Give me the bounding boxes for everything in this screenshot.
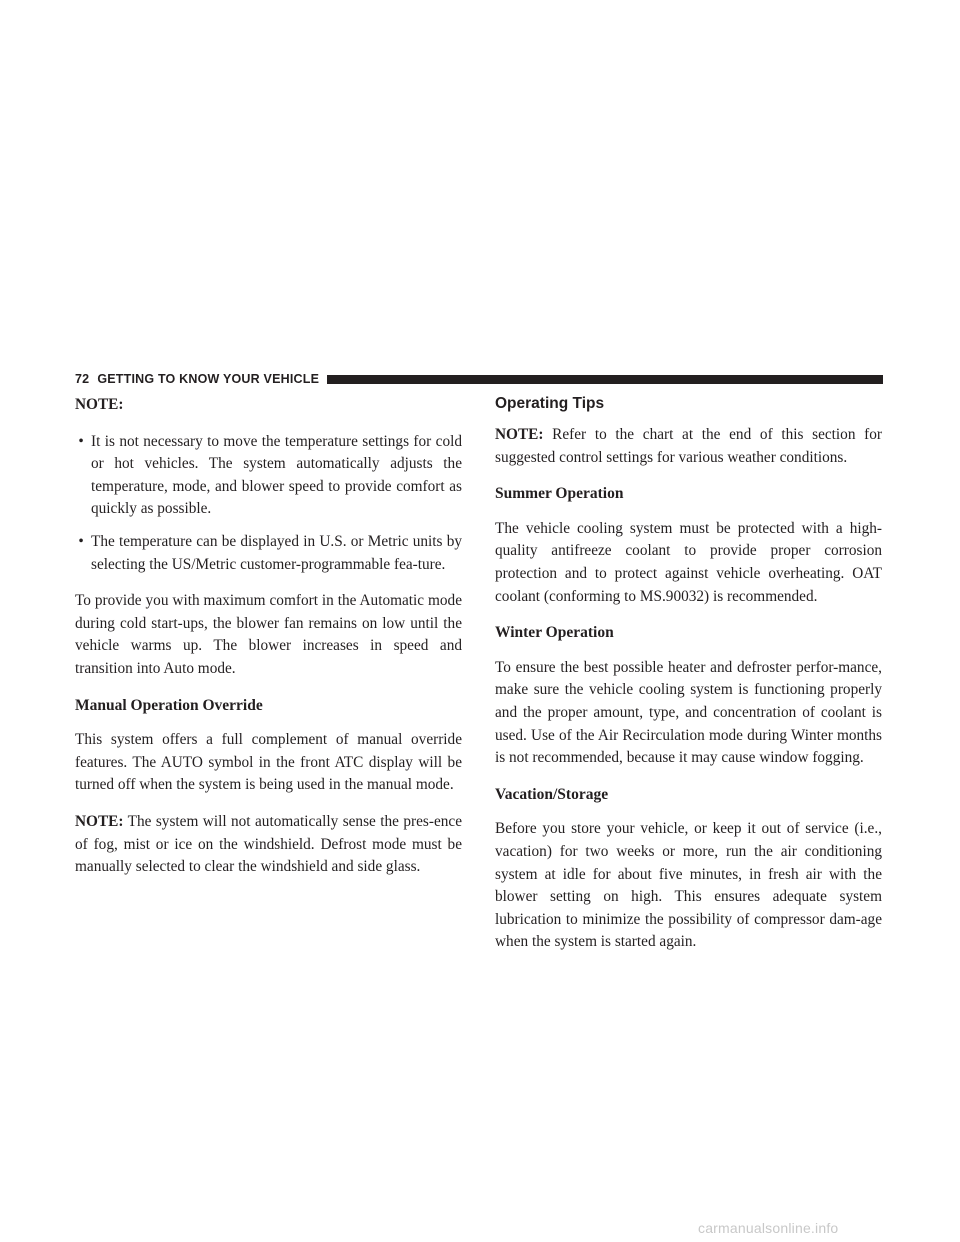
page-header — [75, 368, 883, 390]
right-column — [495, 394, 882, 968]
vacation-storage-paragraph: Before you store your vehicle, or keep it out of service (i.e., vacation) for two weeks or more, run the air conditioning system at idle for about five minutes, in fresh air with the blower setting on high. This ensures adequate system lubrication to minimize the possibility of compressor dam-age when the system is started again. — [495, 820, 882, 951]
chart-note-paragraph — [495, 424, 882, 469]
note-text: Refer to the chart at the end of this section for suggested control settings for various weather conditions. — [495, 426, 882, 466]
winter-operation-heading: Winter Operation — [495, 624, 614, 642]
left-column — [75, 394, 462, 893]
header-rule — [327, 375, 883, 384]
page-number: 72 — [75, 372, 90, 386]
note-label: NOTE: — [75, 396, 124, 413]
defrost-note-paragraph — [75, 811, 462, 879]
note-label: NOTE: — [495, 426, 544, 443]
note-text: The system will not automatically sense the pres-ence of fog, mist or ice on the windshield. Defrost mode must be manually selected to clear the windshield and side glass. — [75, 812, 462, 876]
manual-override-paragraph: This system offers a full complement of manual override features. The AUTO symbol in the front ATC display will be turned off when the system is being used in the manual mode. — [75, 731, 462, 794]
watermark: carmanualsonline.info — [698, 1220, 839, 1236]
manual-override-heading: Manual Operation Override — [75, 696, 263, 714]
bullet-icon: • — [78, 532, 84, 550]
winter-operation-paragraph: To ensure the best possible heater and defroster perfor-mance, make sure the vehicle cooling system is functioning properly and the proper amount, type, and concentration of coolant is used. Use of the Air Recirculation mode during Winter months is not recommended, because it may cause window fogging. — [495, 658, 882, 767]
list-item — [75, 431, 462, 521]
bullet-text: It is not necessary to move the temperature settings for cold or hot vehicles. The system automatically adjusts the temperature, mode, and blower speed to provide comfort as quickly as possible. — [91, 432, 462, 518]
bullet-text: The temperature can be displayed in U.S. or Metric units by selecting the US/Metric customer-programmable fea-ture. — [91, 532, 462, 573]
bullet-icon: • — [78, 432, 84, 450]
summer-operation-paragraph: The vehicle cooling system must be protected with a high-quality antifreeze coolant to provide proper corrosion protection and to protect against vehicle overheating. OAT coolant (conforming to MS.90032) is recommended. — [495, 519, 882, 605]
summer-operation-heading: Summer Operation — [495, 485, 624, 503]
section-title: GETTING TO KNOW YOUR VEHICLE — [97, 372, 320, 386]
auto-mode-paragraph: To provide you with maximum comfort in the Automatic mode during cold start-ups, the blower fan remains on low until the vehicle warms up. The blower increases in speed and transition into Auto mode. — [75, 592, 462, 677]
vacation-storage-heading: Vacation/Storage — [495, 785, 609, 803]
note-label: NOTE: — [75, 812, 124, 830]
note-bullet-list — [75, 431, 462, 577]
operating-tips-heading: Operating Tips — [495, 395, 605, 412]
list-item — [75, 531, 462, 576]
